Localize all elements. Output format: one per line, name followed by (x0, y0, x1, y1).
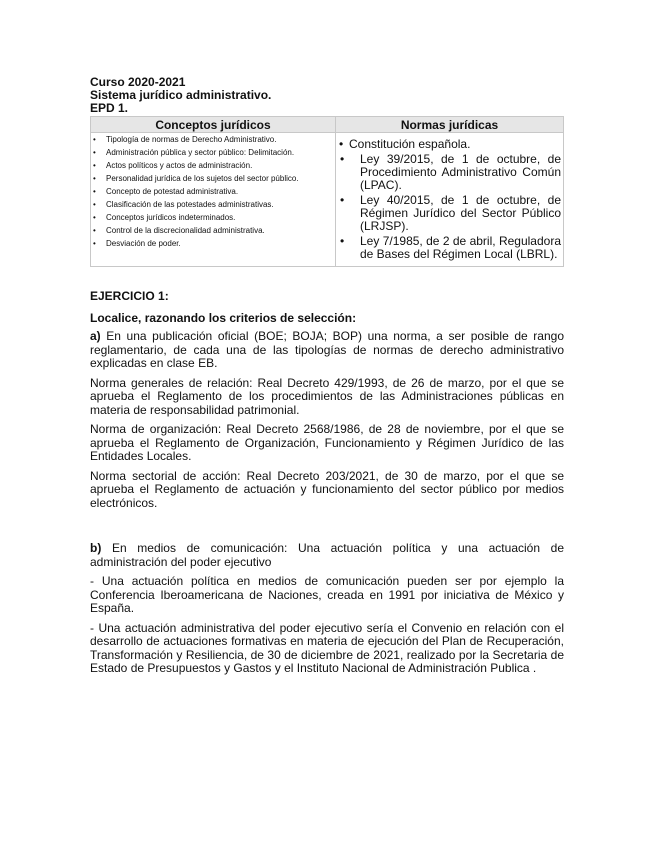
norm-item: • Ley 40/2015, de 1 de octubre, de Régimen Jurídico del Sector Público (LRJSP). (336, 194, 561, 233)
norms-list (336, 133, 563, 266)
document-page (90, 76, 564, 676)
concept-item: • Personalidad jurídica de los sujetos del sector público. (91, 174, 331, 184)
question-a-label: a) (90, 329, 101, 343)
norm-item: • Constitución española. (336, 138, 561, 151)
answer-paragraph: Norma generales de relación: Real Decreto 429/1993, de 26 de marzo, por el que se aprueba el Reglamento de los procedimientos de las Administraciones públicas en materia de responsabilidad patrimonial. (90, 375, 564, 417)
epd-label: EPD 1. (90, 101, 129, 115)
concepts-norms-table (90, 116, 564, 267)
subject-title: Sistema jurídico administrativo. (90, 88, 272, 102)
answer-paragraph: Norma sectorial de acción: Real Decreto 203/2021, de 30 de marzo, por el que se aprueba el Reglamento de actuación y funcionamiento del sector público por medios electrónicos. (90, 468, 564, 510)
course-label: Curso 2020-2021 (90, 75, 186, 89)
question-a-text: En una publicación oficial (BOE; BOJA; BOP) una norma, a ser posible de rango reglamentario, de cada una de las tipologías de normas de derecho administrativo explicadas en clase EB. (90, 329, 564, 370)
question-b-label: b) (90, 541, 102, 555)
norms-header: Normas jurídicas (336, 117, 564, 133)
concept-item: • Administración pública y sector público: Delimitación. (91, 148, 331, 158)
concept-item: • Desviación de poder. (91, 239, 331, 249)
norm-item: • Ley 7/1985, de 2 de abril, Reguladora de Bases del Régimen Local (LBRL). (336, 235, 561, 261)
question-a (90, 330, 564, 371)
answer-paragraph: - Una actuación política en medios de comunicación pueden ser por ejemplo la Conferencia Iberoamericana de Naciones, creada en 1991 por iniciativa de México y España. (90, 574, 564, 615)
concept-item: • Tipología de normas de Derecho Administrativo. (91, 135, 331, 145)
answer-paragraph: Norma de organización: Real Decreto 2568/1986, de 28 de noviembre, por el que se aprueba el Reglamento de Organización, Funcionamiento y Régimen Jurídico de las Entidades Locales. (90, 422, 564, 463)
norm-item: • Ley 39/2015, de 1 de octubre, de Procedimiento Administrativo Común (LPAC). (336, 153, 561, 192)
concept-item: • Control de la discrecionalidad administrativa. (91, 226, 331, 236)
concept-item: • Actos políticos y actos de administración. (91, 161, 331, 171)
concepts-list (91, 133, 335, 254)
question-b (90, 542, 564, 569)
exercise-title: EJERCICIO 1: (90, 289, 169, 303)
answer-paragraph: - Una actuación administrativa del poder ejecutivo sería el Convenio en relación con el desarrollo de actuaciones formativas en materia de ejecución del Plan de Recuperación, Transformación y Resiliencia, de 30 de diciembre de 2021, realizado por la Secretaria de Estado de Presupuestos y Gastos y el Instituto Nacional de Administración Publica . (90, 620, 564, 675)
exercise-instruction: Localice, razonando los criterios de selección: (90, 311, 357, 325)
norms-cell (336, 133, 564, 267)
concepts-header: Conceptos jurídicos (91, 117, 336, 133)
concept-item: • Conceptos jurídicos indeterminados. (91, 213, 331, 223)
question-b-text: En medios de comunicación: Una actuación política y una actuación de administración del poder ejecutivo (90, 541, 564, 569)
concepts-cell (91, 133, 336, 267)
concept-item: • Clasificación de las potestades administrativas. (91, 200, 331, 210)
concept-item: • Concepto de potestad administrativa. (91, 187, 331, 197)
